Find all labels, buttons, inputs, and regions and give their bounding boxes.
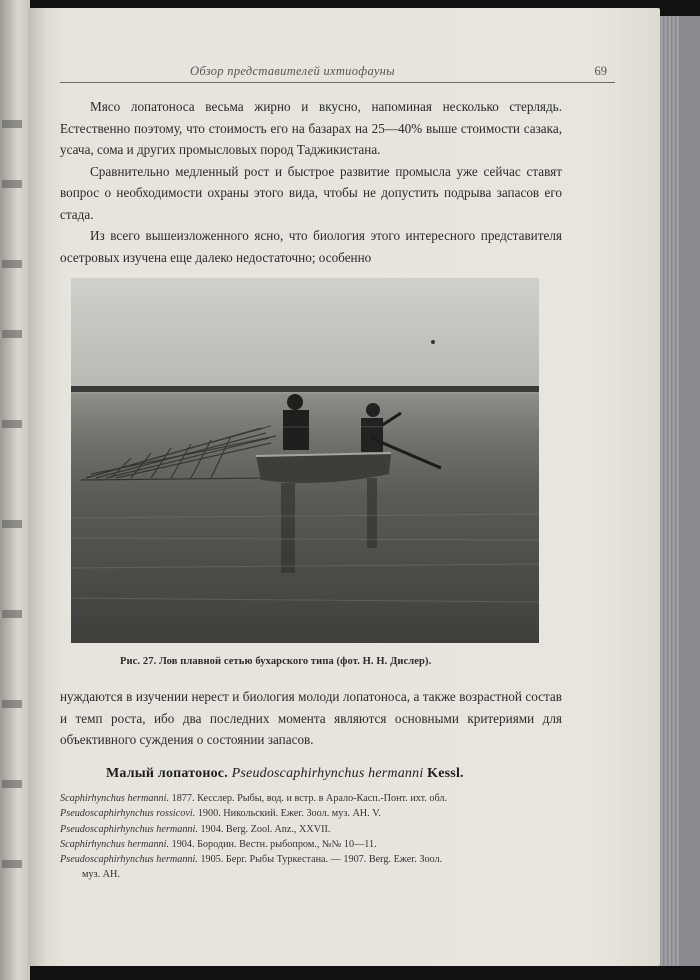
reference-latin: Scaphirhynchus hermanni. — [60, 793, 170, 804]
paragraph: нуждаются в изучении нерест и биология молоди лопатоноса, а также возрастной состав и темп роста, ибо два последних момента являются основными критериями для объективного суждения о состоянии запасов. — [60, 689, 562, 747]
reference-latin: Pseudoscaphirhynchus hermanni. — [60, 854, 198, 866]
book-cover-edge — [680, 16, 700, 966]
reference-latin: Pseudoscaphirhynchus hermanni. — [60, 823, 198, 835]
adjacent-page-edge — [0, 0, 30, 980]
paragraph: Из всего вышеизложенного ясно, что биология этого интересного представителя осетровых изучена еще далеко недостаточно; особенно — [60, 228, 562, 265]
reference-text: 1905. Берг. Рыбы Туркестана. — 1907. Berg. Ежег. Зоол. — [197, 854, 443, 866]
synonymy-list — [60, 791, 560, 883]
bottom-text-block — [60, 686, 562, 751]
figure-caption: Рис. 27. Лов плавной сетью бухарского типа (фот. Н. Н. Дислер). — [120, 656, 432, 667]
section-title: Малый лопатонос. — [106, 766, 228, 781]
section-heading — [106, 766, 464, 782]
reference-entry — [60, 822, 560, 837]
paragraph: Сравнительно медленный рост и быстрое развитие промысла уже сейчас ставят вопрос о необходимости охраны этого вида, чтобы не допустить подрыва запасов его стада. — [60, 163, 562, 222]
reference-continuation: муз. АН. — [82, 869, 120, 881]
reference-entry — [60, 791, 560, 806]
reference-text: 1877. Кесслер. Рыбы, вод. и встр. в Арало-Касп.-Понт. ихт. обл. — [169, 793, 448, 804]
header-title: Обзор представителей ихтиофауны — [190, 64, 395, 78]
reference-latin: Scaphirhynchus hermanni. — [60, 838, 170, 850]
reference-latin: Pseudoscaphirhynchus rossicovi. — [60, 808, 196, 820]
reference-entry — [60, 852, 560, 867]
reference-entry — [60, 837, 560, 852]
fishing-photo — [71, 278, 539, 643]
reference-text: 1904. Berg. Zool. Anz., XXVII. — [197, 823, 331, 835]
paragraph: Мясо лопатоноса весьма жирно и вкусно, напоминая несколько стерлядь. Естественно поэтому, что стоимость его на базарах на 25—40% выше стоимости сазака, усача, сома и других промысловых пород Таджикистана. — [60, 99, 562, 157]
reference-text: 1900. Никольский. Ежег. Зоол. муз. АН. V. — [195, 808, 381, 820]
top-text-block — [60, 96, 562, 268]
running-header — [60, 62, 615, 83]
section-latin-name: Pseudoscaphirhynchus hermanni — [231, 766, 424, 781]
section-author: Kessl. — [427, 766, 464, 781]
reference-entry — [60, 806, 560, 821]
reference-text: 1904. Бородин. Вестн. рыбопром., №№ 10—11. — [169, 838, 377, 850]
page-number: 69 — [594, 64, 607, 78]
